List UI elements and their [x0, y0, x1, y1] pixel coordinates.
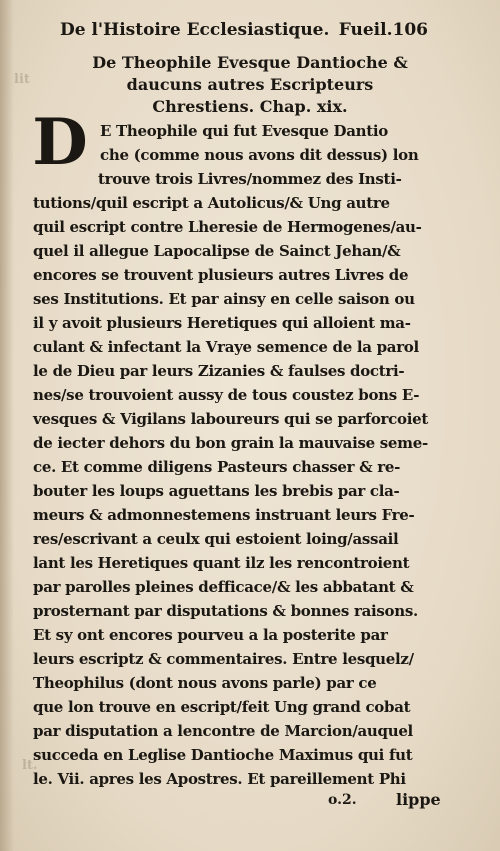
folio-number: Fueil.106: [338, 20, 428, 40]
text-line: meurs & admonnestemens instruant leurs Fre-: [33, 506, 415, 524]
text-line: par parolles pleines defficace/& les abbatant &: [33, 578, 414, 596]
initial-capital: D: [32, 105, 88, 180]
text-line: il y avoit plusieurs Heretiques qui alloient ma-: [33, 314, 411, 332]
text-line: le de Dieu par leurs Zizanies & faulses doctri-: [33, 362, 405, 380]
signature-mark: o.2.: [328, 792, 357, 808]
running-header: [60, 20, 428, 42]
text-line: que lon trouve en escript/feit Ung grand cobat: [33, 698, 411, 716]
text-line: vesques & Vigilans laboureurs qui se parforcoiet: [33, 410, 428, 428]
text-line: E Theophile qui fut Evesque Dantio: [100, 122, 389, 140]
catchword: lippe: [396, 790, 441, 809]
text-line: Et sy ont encores pourveu a la posterite par: [33, 626, 388, 644]
text-line: che (comme nous avons dit dessus) lon: [100, 146, 419, 164]
text-line: leurs escriptz & commentaires. Entre lesquelz/: [33, 650, 414, 668]
text-line: encores se trouvent plusieurs autres Livres de: [33, 266, 409, 284]
text-line: quil escript contre Lheresie de Hermogenes/au-: [33, 218, 422, 236]
text-line: lant les Heretiques quant ilz les rencontroient: [33, 554, 410, 572]
page-gutter-shadow: [0, 0, 14, 851]
text-line: culant & infectant la Vraye semence de la parol: [33, 338, 419, 356]
text-line: trouve trois Livres/nommez des Insti-: [98, 170, 402, 188]
text-line: res/escrivant a ceulx qui estoient loing/assail: [33, 530, 399, 548]
running-title: De l'Histoire Ecclesiastique.: [60, 20, 330, 40]
text-line: bouter les loups aguettans les brebis par cla-: [33, 482, 400, 500]
chapter-heading-line: Chrestiens. Chap. xix.: [152, 97, 348, 116]
text-line: par disputation a lencontre de Marcion/auquel: [33, 722, 413, 740]
text-line: ce. Et comme diligens Pasteurs chasser & re-: [33, 458, 401, 476]
show-through-text: lt.: [22, 758, 38, 773]
text-line: Theophilus (dont nous avons parle) par ce: [33, 674, 377, 692]
text-line: tutions/quil escript a Autolicus/& Ung autre: [33, 194, 390, 212]
chapter-heading-line: De Theophile Evesque Dantioche &: [92, 53, 408, 72]
text-line: le. Vii. apres les Apostres. Et pareillement Phi: [33, 770, 406, 788]
text-line: prosternant par disputations & bonnes raisons.: [33, 602, 418, 620]
text-line: quel il allegue Lapocalipse de Sainct Jehan/&: [33, 242, 401, 260]
text-line: de iecter dehors du bon grain la mauvaise seme-: [33, 434, 428, 452]
text-line: succeda en Leglise Dantioche Maximus qui fut: [33, 746, 413, 764]
text-line: nes/se trouvoient aussy de tous coustez bons E-: [33, 386, 420, 404]
show-through-text: lit: [14, 72, 30, 87]
text-line: ses Institutions. Et par ainsy en celle saison ou: [33, 290, 415, 308]
chapter-heading-line: daucuns autres Escripteurs: [126, 75, 374, 94]
